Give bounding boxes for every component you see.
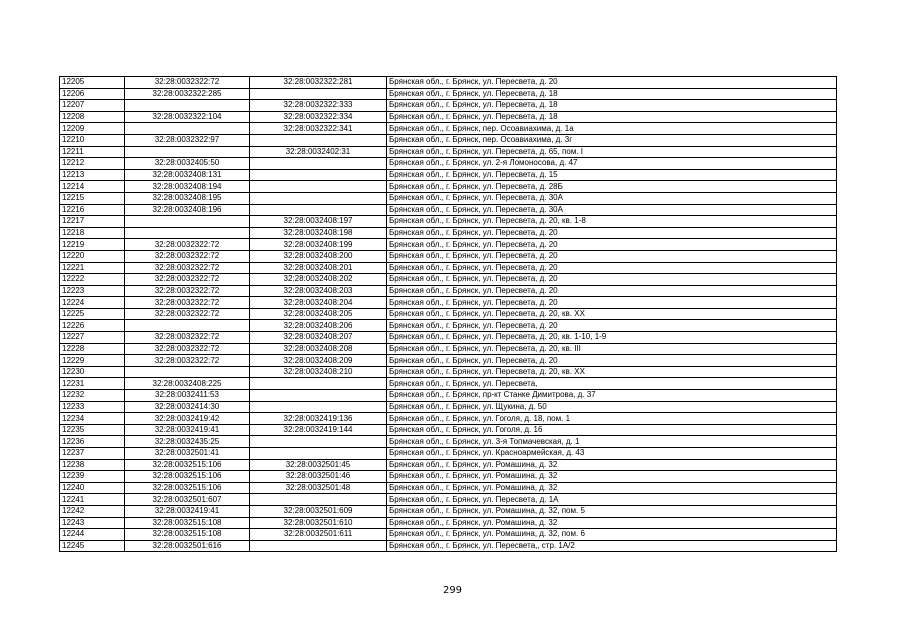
object-cadastral-number-cell — [250, 494, 387, 506]
address-cell: Брянская обл., г. Брянск, ул. Щукина, д. 50 — [387, 401, 837, 413]
table-row — [60, 88, 837, 100]
table-row — [60, 517, 837, 529]
table-row — [60, 459, 837, 471]
table-row — [60, 494, 837, 506]
object-cadastral-number-cell — [250, 378, 387, 390]
row-number-cell: 12235 — [60, 424, 125, 436]
cadastral-number-cell: 32:28:0032322:104 — [125, 111, 250, 123]
object-cadastral-number-cell — [250, 88, 387, 100]
table-row — [60, 111, 837, 123]
row-number-cell: 12240 — [60, 482, 125, 494]
row-number-cell: 12214 — [60, 181, 125, 193]
object-cadastral-number-cell: 32:28:0032408:209 — [250, 355, 387, 367]
object-cadastral-number-cell: 32:28:0032408:201 — [250, 262, 387, 274]
object-cadastral-number-cell: 32:28:0032322:281 — [250, 77, 387, 89]
address-cell: Брянская обл., г. Брянск, ул. Пересвета, д. 30А — [387, 204, 837, 216]
row-number-cell: 12238 — [60, 459, 125, 471]
table-row — [60, 123, 837, 135]
address-cell: Брянская обл., г. Брянск, ул. Пересвета, д. 15 — [387, 169, 837, 181]
object-cadastral-number-cell — [250, 448, 387, 460]
table-row — [60, 401, 837, 413]
cadastral-number-cell — [125, 366, 250, 378]
cadastral-number-cell: 32:28:0032322:72 — [125, 250, 250, 262]
table-row — [60, 308, 837, 320]
table-row — [60, 274, 837, 286]
object-cadastral-number-cell — [250, 401, 387, 413]
table-row — [60, 366, 837, 378]
table-row — [60, 390, 837, 402]
table-row — [60, 355, 837, 367]
row-number-cell: 12205 — [60, 77, 125, 89]
address-cell: Брянская обл., г. Брянск, ул. Ромашина, д. 32 — [387, 482, 837, 494]
address-cell: Брянская обл., г. Брянск, пер. Осоавиахима, д. 1а — [387, 123, 837, 135]
cadastral-number-cell: 32:28:0032515:108 — [125, 517, 250, 529]
cadastral-number-cell — [125, 227, 250, 239]
address-cell: Брянская обл., г. Брянск, ул. Пересвета, д. 1А — [387, 494, 837, 506]
cadastral-number-cell — [125, 216, 250, 228]
address-cell: Брянская обл., г. Брянск, ул. Пересвета,, стр. 1А/2 — [387, 540, 837, 552]
row-number-cell: 12225 — [60, 308, 125, 320]
cadastral-number-cell: 32:28:0032501:616 — [125, 540, 250, 552]
address-cell: Брянская обл., г. Брянск, пер. Осоавиахима, д. 3г — [387, 134, 837, 146]
address-cell: Брянская обл., г. Брянск, ул. Красноармейская, д. 43 — [387, 448, 837, 460]
object-cadastral-number-cell: 32:28:0032408:204 — [250, 297, 387, 309]
table-row — [60, 320, 837, 332]
cadastral-number-cell — [125, 123, 250, 135]
table-row — [60, 529, 837, 541]
address-cell: Брянская обл., г. Брянск, ул. Пересвета, д. 20 — [387, 77, 837, 89]
row-number-cell: 12231 — [60, 378, 125, 390]
object-cadastral-number-cell: 32:28:0032408:208 — [250, 343, 387, 355]
object-cadastral-number-cell — [250, 169, 387, 181]
table-row — [60, 343, 837, 355]
address-cell: Брянская обл., г. Брянск, ул. Пересвета, д. 20 — [387, 285, 837, 297]
row-number-cell: 12221 — [60, 262, 125, 274]
table-row — [60, 262, 837, 274]
object-cadastral-number-cell: 32:28:0032408:210 — [250, 366, 387, 378]
object-cadastral-number-cell: 32:28:0032322:334 — [250, 111, 387, 123]
row-number-cell: 12234 — [60, 413, 125, 425]
row-number-cell: 12236 — [60, 436, 125, 448]
address-cell: Брянская обл., г. Брянск, ул. Пересвета, д. 20 — [387, 297, 837, 309]
object-cadastral-number-cell — [250, 390, 387, 402]
object-cadastral-number-cell: 32:28:0032419:136 — [250, 413, 387, 425]
row-number-cell: 12239 — [60, 471, 125, 483]
object-cadastral-number-cell: 32:28:0032408:197 — [250, 216, 387, 228]
row-number-cell: 12213 — [60, 169, 125, 181]
cadastral-number-cell: 32:28:0032322:72 — [125, 77, 250, 89]
cadastral-number-cell: 32:28:0032435:25 — [125, 436, 250, 448]
cadastral-number-cell: 32:28:0032501:607 — [125, 494, 250, 506]
address-cell: Брянская обл., г. Брянск, ул. Пересвета, д. 65, пом. I — [387, 146, 837, 158]
address-cell: Брянская обл., г. Брянск, ул. 2-я Ломоносова, д. 47 — [387, 158, 837, 170]
object-cadastral-number-cell — [250, 134, 387, 146]
table-row — [60, 158, 837, 170]
object-cadastral-number-cell: 32:28:0032322:341 — [250, 123, 387, 135]
row-number-cell: 12237 — [60, 448, 125, 460]
cadastral-number-cell: 32:28:0032408:196 — [125, 204, 250, 216]
object-cadastral-number-cell: 32:28:0032322:333 — [250, 100, 387, 112]
object-cadastral-number-cell — [250, 540, 387, 552]
row-number-cell: 12208 — [60, 111, 125, 123]
table-row — [60, 413, 837, 425]
row-number-cell: 12229 — [60, 355, 125, 367]
table-row — [60, 239, 837, 251]
table-row — [60, 285, 837, 297]
cadastral-number-cell: 32:28:0032322:72 — [125, 355, 250, 367]
object-cadastral-number-cell: 32:28:0032501:45 — [250, 459, 387, 471]
table-row — [60, 146, 837, 158]
cadastral-number-cell: 32:28:0032322:97 — [125, 134, 250, 146]
object-cadastral-number-cell: 32:28:0032501:48 — [250, 482, 387, 494]
table-row — [60, 297, 837, 309]
row-number-cell: 12219 — [60, 239, 125, 251]
object-cadastral-number-cell: 32:28:0032501:609 — [250, 505, 387, 517]
row-number-cell: 12212 — [60, 158, 125, 170]
object-cadastral-number-cell: 32:28:0032408:198 — [250, 227, 387, 239]
address-cell: Брянская обл., г. Брянск, ул. Пересвета, д. 20 — [387, 250, 837, 262]
table-row — [60, 216, 837, 228]
address-cell: Брянская обл., г. Брянск, ул. Пересвета, д. 20, кв. XX — [387, 308, 837, 320]
object-cadastral-number-cell: 32:28:0032501:610 — [250, 517, 387, 529]
table-row — [60, 424, 837, 436]
object-cadastral-number-cell: 32:28:0032408:206 — [250, 320, 387, 332]
table-row — [60, 482, 837, 494]
table-row — [60, 250, 837, 262]
object-cadastral-number-cell: 32:28:0032501:611 — [250, 529, 387, 541]
address-cell: Брянская обл., г. Брянск, ул. Пересвета, д. 20 — [387, 274, 837, 286]
address-cell: Брянская обл., г. Брянск, ул. Пересвета, д. 20, кв. III — [387, 343, 837, 355]
page-number: 299 — [442, 585, 463, 596]
address-cell: Брянская обл., г. Брянск, ул. Пересвета, д. 20, кв. 1-8 — [387, 216, 837, 228]
cadastral-number-cell: 32:28:0032405:50 — [125, 158, 250, 170]
object-cadastral-number-cell: 32:28:0032408:205 — [250, 308, 387, 320]
cadastral-number-cell: 32:28:0032322:72 — [125, 285, 250, 297]
cadastral-number-cell: 32:28:0032322:72 — [125, 239, 250, 251]
cadastral-number-cell: 32:28:0032322:72 — [125, 297, 250, 309]
address-cell: Брянская обл., г. Брянск, ул. Пересвета, д. 28Б — [387, 181, 837, 193]
cadastral-number-cell: 32:28:0032501:41 — [125, 448, 250, 460]
cadastral-number-cell: 32:28:0032408:225 — [125, 378, 250, 390]
address-cell: Брянская обл., г. Брянск, ул. Ромашина, д. 32 — [387, 517, 837, 529]
row-number-cell: 12222 — [60, 274, 125, 286]
address-cell: Брянская обл., г. Брянск, ул. Пересвета, д. 18 — [387, 100, 837, 112]
cadastral-number-cell: 32:28:0032408:194 — [125, 181, 250, 193]
row-number-cell: 12211 — [60, 146, 125, 158]
address-cell: Брянская обл., г. Брянск, ул. 3-я Топмачевская, д. 1 — [387, 436, 837, 448]
cadastral-number-cell: 32:28:0032515:108 — [125, 529, 250, 541]
object-cadastral-number-cell: 32:28:0032419:144 — [250, 424, 387, 436]
object-cadastral-number-cell — [250, 436, 387, 448]
object-cadastral-number-cell: 32:28:0032408:200 — [250, 250, 387, 262]
table-row — [60, 505, 837, 517]
row-number-cell: 12216 — [60, 204, 125, 216]
table-row — [60, 332, 837, 344]
table-row — [60, 181, 837, 193]
cadastral-number-cell: 32:28:0032515:106 — [125, 471, 250, 483]
cadastral-number-cell: 32:28:0032408:195 — [125, 192, 250, 204]
address-cell: Брянская обл., г. Брянск, ул. Пересвета, д. 20 — [387, 239, 837, 251]
address-cell: Брянская обл., г. Брянск, ул. Гоголя, д. 16 — [387, 424, 837, 436]
table-row — [60, 192, 837, 204]
cadastral-number-cell: 32:28:0032322:72 — [125, 262, 250, 274]
row-number-cell: 12215 — [60, 192, 125, 204]
row-number-cell: 12227 — [60, 332, 125, 344]
row-number-cell: 12241 — [60, 494, 125, 506]
object-cadastral-number-cell — [250, 181, 387, 193]
cadastral-number-cell: 32:28:0032322:285 — [125, 88, 250, 100]
row-number-cell: 12223 — [60, 285, 125, 297]
cadastral-number-cell: 32:28:0032419:41 — [125, 424, 250, 436]
cadastral-number-cell: 32:28:0032408:131 — [125, 169, 250, 181]
row-number-cell: 12232 — [60, 390, 125, 402]
row-number-cell: 12220 — [60, 250, 125, 262]
cadastral-number-cell: 32:28:0032322:72 — [125, 332, 250, 344]
object-cadastral-number-cell: 32:28:0032408:203 — [250, 285, 387, 297]
row-number-cell: 12242 — [60, 505, 125, 517]
address-cell: Брянская обл., г. Брянск, ул. Гоголя, д. 18, пом. 1 — [387, 413, 837, 425]
address-cell: Брянская обл., г. Брянск, ул. Пересвета, д. 20 — [387, 227, 837, 239]
cadastral-number-cell: 32:28:0032411:53 — [125, 390, 250, 402]
row-number-cell: 12224 — [60, 297, 125, 309]
address-cell: Брянская обл., г. Брянск, ул. Пересвета, д. 30А — [387, 192, 837, 204]
cadastral-number-cell: 32:28:0032419:41 — [125, 505, 250, 517]
address-cell: Брянская обл., г. Брянск, ул. Ромашина, д. 32, пом. 5 — [387, 505, 837, 517]
row-number-cell: 12230 — [60, 366, 125, 378]
row-number-cell: 12245 — [60, 540, 125, 552]
registry-table-body — [60, 77, 837, 552]
address-cell: Брянская обл., г. Брянск, ул. Пересвета, д. 20 — [387, 320, 837, 332]
address-cell: Брянская обл., г. Брянск, пр-кт Станке Димитрова, д. 37 — [387, 390, 837, 402]
address-cell: Брянская обл., г. Брянск, ул. Ромашина, д. 32, пом. 6 — [387, 529, 837, 541]
row-number-cell: 12243 — [60, 517, 125, 529]
cadastral-number-cell: 32:28:0032322:72 — [125, 308, 250, 320]
row-number-cell: 12206 — [60, 88, 125, 100]
row-number-cell: 12244 — [60, 529, 125, 541]
object-cadastral-number-cell — [250, 192, 387, 204]
table-row — [60, 378, 837, 390]
row-number-cell: 12207 — [60, 100, 125, 112]
address-cell: Брянская обл., г. Брянск, ул. Пересвета, д. 18 — [387, 111, 837, 123]
row-number-cell: 12210 — [60, 134, 125, 146]
cadastral-number-cell — [125, 146, 250, 158]
cadastral-number-cell: 32:28:0032419:42 — [125, 413, 250, 425]
object-cadastral-number-cell: 32:28:0032408:207 — [250, 332, 387, 344]
cadastral-number-cell — [125, 320, 250, 332]
row-number-cell: 12217 — [60, 216, 125, 228]
table-row — [60, 100, 837, 112]
table-row — [60, 134, 837, 146]
address-cell: Брянская обл., г. Брянск, ул. Пересвета, — [387, 378, 837, 390]
table-row — [60, 471, 837, 483]
table-row — [60, 448, 837, 460]
table-row — [60, 77, 837, 89]
object-cadastral-number-cell: 32:28:0032501:46 — [250, 471, 387, 483]
table-row — [60, 540, 837, 552]
address-cell: Брянская обл., г. Брянск, ул. Пересвета, д. 20, кв. XX — [387, 366, 837, 378]
table-row — [60, 436, 837, 448]
object-cadastral-number-cell — [250, 204, 387, 216]
object-cadastral-number-cell: 32:28:0032408:202 — [250, 274, 387, 286]
cadastral-number-cell: 32:28:0032322:72 — [125, 343, 250, 355]
address-cell: Брянская обл., г. Брянск, ул. Ромашина, д. 32 — [387, 459, 837, 471]
object-cadastral-number-cell: 32:28:0032402:31 — [250, 146, 387, 158]
address-cell: Брянская обл., г. Брянск, ул. Пересвета, д. 18 — [387, 88, 837, 100]
row-number-cell: 12209 — [60, 123, 125, 135]
row-number-cell: 12226 — [60, 320, 125, 332]
cadastral-number-cell: 32:28:0032515:106 — [125, 459, 250, 471]
row-number-cell: 12218 — [60, 227, 125, 239]
address-cell: Брянская обл., г. Брянск, ул. Пересвета, д. 20 — [387, 262, 837, 274]
object-cadastral-number-cell — [250, 158, 387, 170]
cadastral-number-cell: 32:28:0032414:30 — [125, 401, 250, 413]
object-cadastral-number-cell: 32:28:0032408:199 — [250, 239, 387, 251]
cadastral-number-cell: 32:28:0032515:106 — [125, 482, 250, 494]
address-cell: Брянская обл., г. Брянск, ул. Ромашина, д. 32 — [387, 471, 837, 483]
row-number-cell: 12233 — [60, 401, 125, 413]
cadastral-number-cell: 32:28:0032322:72 — [125, 274, 250, 286]
address-cell: Брянская обл., г. Брянск, ул. Пересвета, д. 20, кв. 1-10, 1-9 — [387, 332, 837, 344]
property-registry-table — [59, 76, 837, 552]
table-row — [60, 169, 837, 181]
row-number-cell: 12228 — [60, 343, 125, 355]
table-row — [60, 227, 837, 239]
address-cell: Брянская обл., г. Брянск, ул. Пересвета, д. 20 — [387, 355, 837, 367]
cadastral-number-cell — [125, 100, 250, 112]
table-row — [60, 204, 837, 216]
